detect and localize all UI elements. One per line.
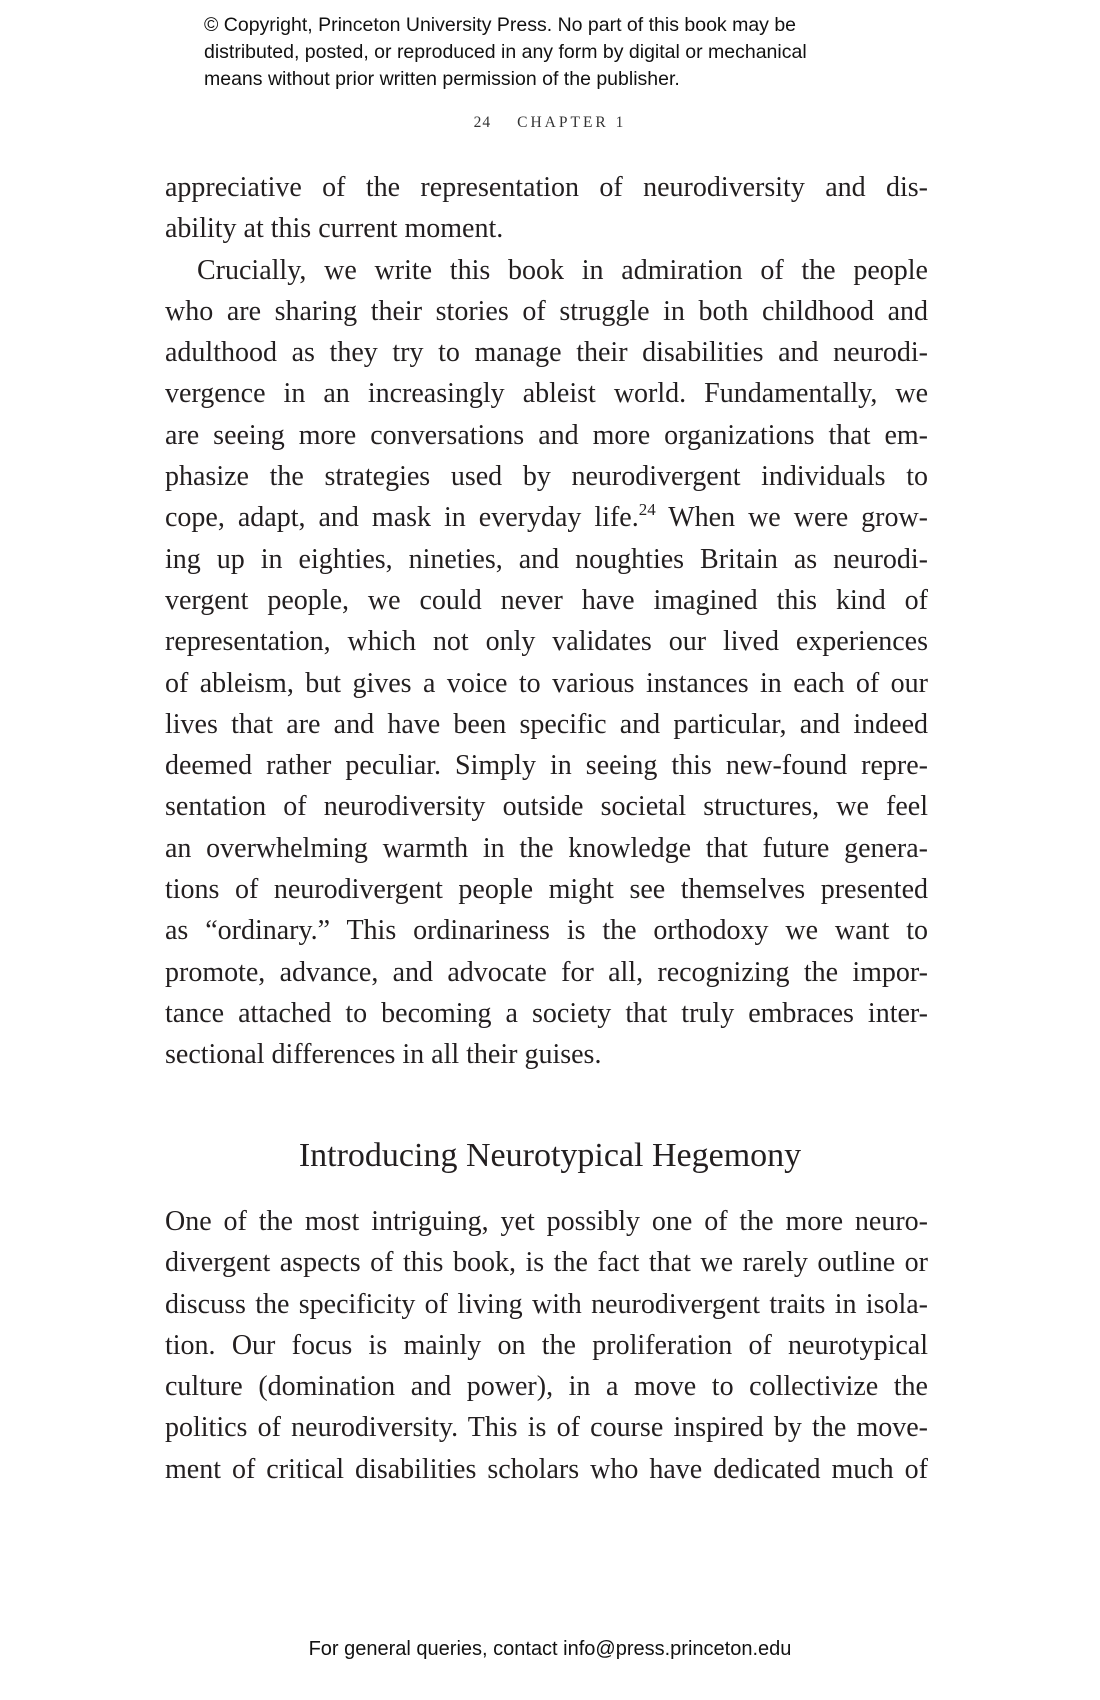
text-line: adulthood as they try to manage their disabilities and neurodi-	[165, 337, 928, 369]
text-line: deemed rather peculiar. Simply in seeing this new-found repre-	[165, 750, 928, 782]
text-line: representation, which not only validates our lived experiences	[165, 626, 928, 658]
text-line: One of the most intriguing, yet possibly one of the more neuro-	[165, 1206, 928, 1237]
text-line: are seeing more conversations and more organizations that em-	[165, 419, 928, 451]
footer-contact: For general queries, contact info@press.princeton.edu	[308, 1638, 792, 1660]
text-line: divergent aspects of this book, is the fact that we rarely outline or	[165, 1247, 928, 1279]
running-head	[0, 114, 1100, 132]
body-text-bottom	[165, 1201, 928, 1490]
text-line: ment of critical disabilities scholars who have dedicated much of	[165, 1453, 928, 1485]
copyright-line: means without prior written permission of the publisher.	[204, 68, 680, 90]
text-line: politics of neurodiversity. This is of course inspired by the move-	[165, 1412, 928, 1444]
text-line: an overwhelming warmth in the knowledge that future genera-	[165, 832, 928, 864]
page-number: 24	[473, 114, 492, 131]
text-fragment: cope, adapt, and mask in everyday life.	[165, 502, 639, 534]
text-line: vergent people, we could never have imagined this kind of	[165, 584, 928, 616]
text-line: ing up in eighties, nineties, and noughties Britain as neurodi-	[165, 543, 928, 575]
text-line: of ableism, but gives a voice to various instances in each of our	[165, 667, 928, 699]
text-line: sectional differences in all their guises.	[165, 1039, 602, 1071]
copyright-line: © Copyright, Princeton University Press. No part of this book may be	[204, 14, 797, 36]
copyright-line: distributed, posted, or reproduced in any form by digital or mechanical	[204, 41, 807, 63]
text-line: appreciative of the representation of neurodiversity and dis-	[165, 172, 928, 203]
text-line: promote, advance, and advocate for all, recognizing the impor-	[165, 956, 928, 988]
text-line: culture (domination and power), in a move to collectivize the	[165, 1371, 928, 1403]
text-line-with-footnote	[165, 497, 928, 538]
text-fragment: When we were grow-	[655, 502, 928, 534]
text-line: discuss the specificity of living with neurodivergent traits in isola-	[165, 1288, 928, 1320]
text-line: Crucially, we write this book in admiration of the people	[197, 254, 928, 286]
text-line: tions of neurodivergent people might see themselves presented	[165, 874, 928, 906]
text-line: phasize the strategies used by neurodivergent individuals to	[165, 461, 928, 493]
text-line: vergence in an increasingly ableist world. Fundamentally, we	[165, 378, 928, 410]
text-line: lives that are and have been specific and particular, and indeed	[165, 708, 928, 740]
text-line: ability at this current moment.	[165, 213, 504, 245]
copyright-notice	[204, 12, 924, 93]
text-line: tance attached to becoming a society that truly embraces inter-	[165, 997, 928, 1029]
chapter-label: CHAPTER 1	[517, 114, 627, 131]
text-line: who are sharing their stories of struggle in both childhood and	[165, 295, 928, 327]
text-line: as “ordinary.” This ordinariness is the orthodoxy we want to	[165, 915, 928, 947]
text-line: tion. Our focus is mainly on the proliferation of neurotypical	[165, 1329, 928, 1361]
text-line: sentation of neurodiversity outside societal structures, we feel	[165, 791, 928, 823]
body-text-top	[165, 167, 928, 1076]
footnote-reference[interactable]: 24	[638, 500, 656, 520]
section-heading: Introducing Neurotypical Hegemony	[298, 1137, 802, 1174]
